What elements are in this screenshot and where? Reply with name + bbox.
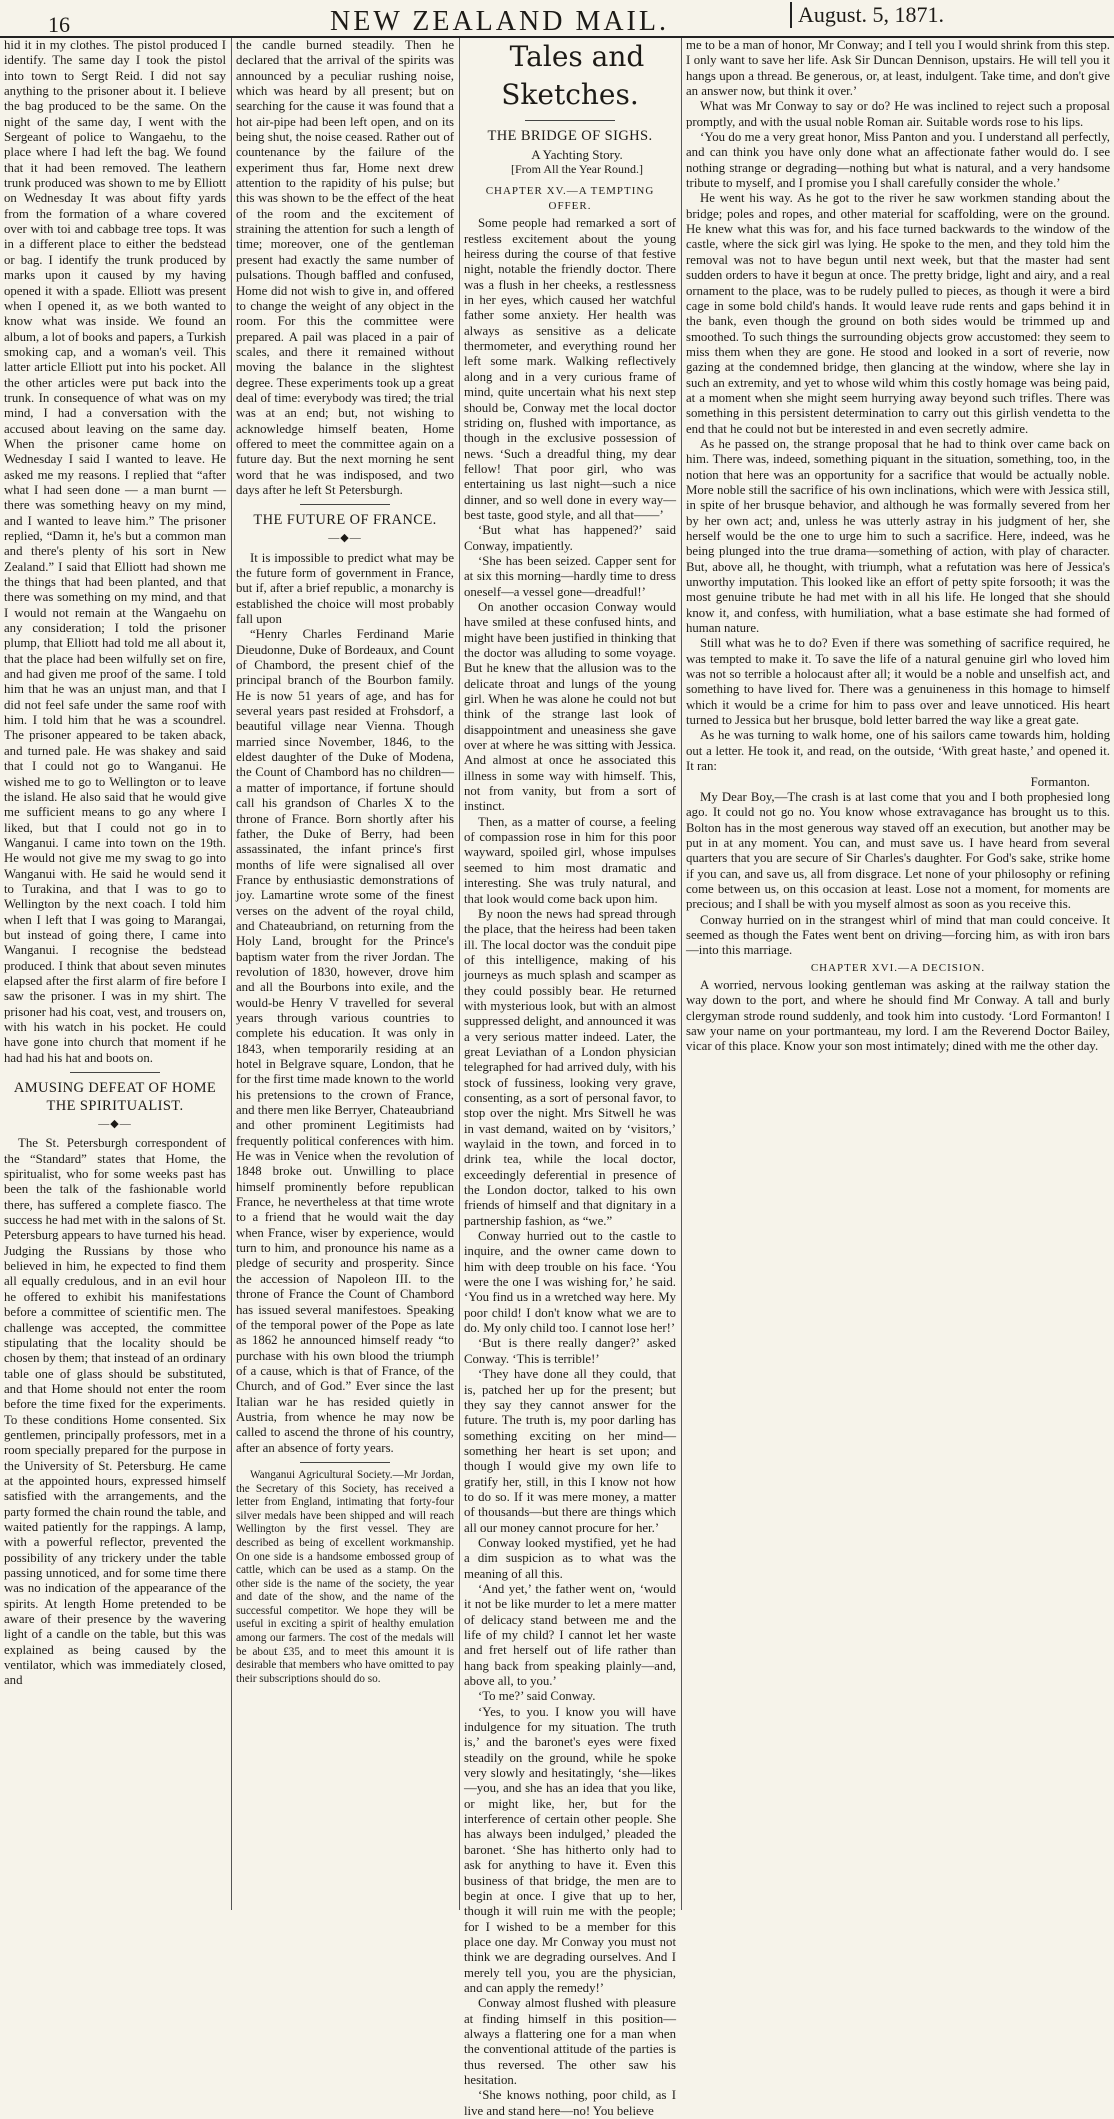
page-number: 16 <box>48 12 70 37</box>
story-paragraph: He went his way. As he got to the river he saw workmen standing about the bridge; poles and ropes, and other material for scaffolding, were on the ground. He knew what this was for, and his face turned backwards to the window of the castle, where the sick girl was lying. He spoke to the men, and they told him the removal was not to have begun until next week, but that the master had sent sudden orders to have it begun at once. The pretty bridge, light and airy, and a real ornament to the place, was to be rudely pulled to pieces, as though it were a bird cage in some bold child's hands. It would leave rude rents and gaps behind it in the bank, even though the ground on both sides would be trimmed up and smoothed. To such things the surrounding objects grow accustomed: they seem to miss them when they are gone. He stood and looked in a sort of reverie, now gazing at the condemned bridge, then glancing at the window, where she lay in such an extremity, and yet to whose wild whim this costly homage was being paid, at a moment when she might seem hurrying away beyond such trifles. There was something in this persistent determination to carry out this girlish vendetta to the end that he could not but be interested in and even secretly admire. <box>686 191 1110 436</box>
story-paragraph: By noon the news had spread through the place, that the heiress had been taken ill. The local doctor was the conduit pipe of this intelligence, making of his journeys as much splash and scamper as they could possibly bear. He returned with mysterious look, but with an almost suppressed delight, and announced it was a very serious matter indeed. Later, the great Leviathan of a London physician telegraphed for had arrived duly, with his stock of fussiness, looking very grave, consenting, as a sort of personal favor, to stop over the night. Mrs Sitwell he was in vast demand, waited on by ‘visitors,’ waylaid in the town, and forced in to drink tea, while the local doctor, exceedingly deferential in presence of the London doctor, talked to his own friends of himself and that dignitary in a partnership fashion, as “we.” <box>464 906 676 1228</box>
story-paragraph: As he passed on, the strange proposal that he had to think over came back on him. There was, indeed, something piquant in the situation, something, too, in the notion that here was an opportunity for a sacrifice that would be actually noble. More noble still the sacrifice of his own inclinations, which were with Jessica still, in spite of her brusque behavior, and although he was formally severed from her by her own act; and, unless he was utterly astray in his judgment of her, she herself would be the one to urge him to such a sacrifice. Here, indeed, was he being plunged into the true drama—something of action, with play of character. But, above all, he thought, with triumph, what a refutation was here of Jessica's unworthy imputation. This looked like an effort of petty spite forsooth; it was the most genuine tribute he had met with in all his life. He longed that she should know it, and confess, with humiliation, what a base estimate she had formed of human nature. <box>686 436 1110 636</box>
story-paragraph: Conway hurried on in the strangest whirl of mind that man could conceive. It seemed as though the Fates went bent on driving—forcing him, as with iron bars—into this marriage. <box>686 912 1110 958</box>
chapter-title: CHAPTER XV.—A TEMPTING OFFER. <box>485 184 655 213</box>
article-paragraph: hid it in my clothes. The pistol produced I identify. The same day I took the pistol into town to Sergt Reid. I did not say anything to the prisoner about it. I believe the bag produced to be the same. On the night of the same day, I went with the Sergeant of police to Wangaehu, to the place where I had left the bag. We found that it had been removed. The leathern trunk produced was shown to me by Elliott on Wednesday It was about fifty yards from the formation of a whare covered over with toi and cabbage tree tops. It was in a different place to either the bedstead or bag. I identify the trunk produced by marks upon it caused by my having opened it with a spade. Elliott was present when I opened it, as we both wanted to know what was inside. We found an album, a lot of books and papers, a Turkish smoking cap, and a woman's veil. This latter article Elliott put into his pocket. All the other articles were put back into the trunk. In consequence of what was on my mind, I had a conversation with the accused about leaving on the same day. When the prisoner came home on Wednesday I said I wanted to leave. He asked me my reasons. I replied that “after what I had seen done — a man burnt — there was something heavy on my mind, and I wanted to leave him.” The prisoner replied, “Damn it, he's but a common man and there's plenty of his sort in New Zealand.” I said that Elliott had shown me the things that had been planted, and that there was something on my mind, and that I would not remain at the Wangaehu on any consideration; I told the prisoner plump, that Elliott had told me all about it, that the place had been wilfully set on fire, and had given me proof of the same. I told him that he was an unjust man, and that I did not feel safe under the same roof with him. I told him that he was a scoundrel. The prisoner appeared to be taken aback, and turned pale. He was shakey and said that I could not go to Wanganui. He wished me to go to Wellington or to leave the island. He also said that he would give me sufficient means to go any where I liked, but that I could not go in to Wanganui. I came into town on the 19th. He would not give me my swag to go into Wanganui with. He said he would send it to Turakina, and that I was to go to Wellington by the next coach. I told him when I left that I was going to Marangai, but instead of going there, I came into Wanganui. I recognise the bedstead produced. I think that about seven minutes elapsed after the first alarm of fire before I saw the prisoner. I was in my shirt. The prisoner had his coat, vest, and trousers on, with his watch in his pocket. He could have gone into church that moment if he had had his hat and boots on. <box>4 38 226 1065</box>
article-title: AMUSING DEFEAT OF HOME THE SPIRITUALIST. <box>13 1080 217 1115</box>
story-subtitle: A Yachting Story. <box>531 147 623 162</box>
columns <box>4 38 1110 2118</box>
story-paragraph: ‘And yet,’ the father went on, ‘would it not be like murder to let a mere matter of delicacy stand between me and the life of my child? I cannot let her waste and fret herself out of life rather than hang back from speaking plainly—and, above all, to you.’ <box>464 1581 676 1689</box>
story-paragraph: ‘You do me a very great honor, Miss Panton and you. I understand all perfectly, and can think you have only done what an affectionate father would do. I see nothing strange or degrading—nothing but what is natural, and a very handsome tribute to myself, and I promise you I shall carefully consider the whole.’ <box>686 130 1110 191</box>
story-paragraph: A worried, nervous looking gentleman was asking at the railway station the way down to the port, and where he should find Mr Conway. A tall and burly clergyman strode round suddenly, and took him into custody. ‘Lord Formanton! I saw your name on your portmanteau, my lord. I am the Reverend Doctor Bailey, vicar of this place. Know your son most intimately; dined with me the other day. <box>686 977 1110 1054</box>
column-rule <box>231 38 232 1910</box>
column-4 <box>686 38 1110 1910</box>
newspaper-title: NEW ZEALAND MAIL. <box>330 6 669 37</box>
story-paragraph: ‘Yes, to you. I know you will have indulgence for my situation. The truth is,’ and the baronet's eyes were fixed steadily on the ground, while he spoke very slowly and hesitatingly, ‘she—likes—you, and she has an idea that you like, or might like, her, but for the interference of certain other people. She has always been indulged,’ pleaded the baronet. ‘She has hitherto only had to ask for anything to have it. Even this business of that bridge, the men are to begin at once. I give that up to her, though it will ruin me with the people; for I wished to be a member for this place one day. Mr Conway you must not think we are degrading ourselves. And I merely tell you, you are the physician, and can apply the remedy!’ <box>464 1704 676 1995</box>
divider <box>70 1072 160 1073</box>
story-paragraph: On another occasion Conway would have smiled at these confused hints, and might have been justified in thinking that the doctor was alluding to some voyage. But he knew that the allusion was to the delicate throat and lungs of the young girl. When he was alone he could not but think of the strange last look of disappointment and uneasiness she gave over at where he was sitting with Jessica. And almost at once he associated this illness in some way with himself. This, not from vanity, but from a sort of instinct. <box>464 599 676 814</box>
news-item: Wanganui Agricultural Society.—Mr Jordan, the Secretary of this Society, has received a letter from England, intimating that forty-four silver medals have been shipped and will reach Wellington by the first vessel. They are described as being of excellent workmanship. On one side is a handsome embossed group of cattle, which can be used as a stamp. On the other side is the name of the society, the year and date of the show, and the name of the successful competitor. We hope they will be useful in exciting a spirit of healthy emulation among our farmers. The cost of the medals will be about £35, and to meet this amount it is desirable that members who have omitted to pay their subscriptions should do so. <box>236 1468 454 1685</box>
story-paragraph: Still what was he to do? Even if there was something of sacrifice required, he was tempted to make it. To save the life of a natural genuine girl who loved him was not so terrible a holocaust after all; it would be a noble and unselfish act, and something to have lived for. There was a genuineness in this homage to himself which it would be a crime for him to pass over and leave unnoticed. His heart turned to Jessica but her brusque, bold letter barred the way like a great gate. <box>686 636 1110 728</box>
column-rule <box>681 38 682 1910</box>
article-paragraph: “Henry Charles Ferdinand Marie Dieudonne, Duke of Bordeaux, and Count of Chambord, the present chief of the principal branch of the Bourbon family. He is now 51 years of age, and has for several years past resided at Frohsdorf, a beautiful village near Vienna. Though married since November, 1846, to the eldest daughter of the Duke of Modena, the Count of Chambord has no children—a matter of importance, if fortune should call his grandson of Charles X to the throne of France. Born shortly after his father, the Duke of Berry, had been assassinated, the infant prince's first months of life were signalised all over France by enthusiastic demonstrations of joy. Lamartine wrote some of the finest verses on the advent of the royal child, and Chateaubriand, on returning from the Holy Land, brought for the Prince's baptism water from the river Jordan. The revolution of 1830, however, drove him and all the Bourbons into exile, and the would-be Henry V travelled for several years through various countries to complete his education. It was only in 1843, when temporarily residing at an hotel in Belgrave square, London, that he for the first time made known to the world his pretensions to the crown of France, and there men like Berryer, Chateaubriand and other prominent Legitimists had frequently political conferences with him. He was in Venice when the revolution of 1848 broke out. Unwilling to place himself prominently before republican France, he nevertheless at that time wrote to a friend that he would wait the day when France, wiser by experience, would turn to him, and pronounce his name as a pledge of security and prosperity. Since the accession of Napoleon III. to the throne of France the Count of Chambord has issued several manifestoes. Speaking of the temporal power of the Pope as late as 1862 he announced himself ready “to purchase with his own blood the triumph of a cause, which is that of France, of the Church, and of God.” Ever since the last Italian war he has resided quietly in Austria, from whence he may now be called to ascend the throne of his country, after an absence of forty years. <box>236 627 454 1455</box>
letter-place: Formanton. <box>1030 774 1090 789</box>
story-paragraph: Conway almost flushed with pleasure at finding himself in this position—always a flattering one for a man when the conventional attitude of the parties is thus reversed. The other saw his hesitation. <box>464 1996 676 2087</box>
ornament-divider: —◆— <box>98 1118 132 1131</box>
story-title: THE BRIDGE OF SIGHS. <box>487 128 653 144</box>
story-paragraph: ‘She knows nothing, poor child, as I live and stand here—no! You believe <box>464 2088 676 2118</box>
column-3 <box>464 38 676 2118</box>
article-paragraph: the candle burned steadily. Then he declared that the arrival of the spirits was announced by a peculiar rushing noise, which was heard by all present; but on searching for the cause it was found that a hot air-pipe had been left open, and on its being shut, the noise ceased. Rather out of countenance by the failure of the experiment thus far, Home next drew attention to the rapidity of his pulse; but this was shown to be the effect of the heat of the room and the excitement of straining the attention for such a length of time; moreover, one of the gentleman present had exactly the same number of pulsations. Though baffled and confused, Home did not wish to give in, and offered to change the weight of any object in the room. For this the committee were prepared. A pail was placed in a pair of scales, and there it remained without moving the balance in the slightest degree. These experiments took up a great deal of time: everybody was tired; the trial was at an end; but, not wishing to acknowledge himself beaten, Home offered to meet the committee again on a future day. But the next morning he sent word that he was indisposed, and two days after he left St Petersburgh. <box>236 38 454 497</box>
column-2 <box>236 38 454 1910</box>
story-paragraph: As he was turning to walk home, one of his sailors came towards him, holding out a letter. He took it, and read, on the outside, ‘With great haste,’ and opened it. It ran: <box>686 728 1110 774</box>
article-paragraph: It is impossible to predict what may be the future form of government in France, but if, after a brief republic, a monarchy is established the choice will most probably fall upon <box>236 550 454 627</box>
story-paragraph: ‘But what has happened?’ said Conway, impatiently. <box>464 523 676 553</box>
divider <box>525 120 615 121</box>
masthead <box>0 0 1114 38</box>
story-paragraph: What was Mr Conway to say or do? He was inclined to reject such a proposal promptly, and with the usual noble Roman air. Suitable words rose to his lips. <box>686 99 1110 129</box>
article-title: THE FUTURE OF FRANCE. <box>253 512 437 529</box>
story-paragraph: ‘She has been seized. Capper sent for at six this morning—hardly time to dress oneself—a vessel gone—dreadful!’ <box>464 553 676 599</box>
story-credit: [From All the Year Round.] <box>511 162 643 177</box>
story-paragraph: ‘But is there really danger?’ asked Conway. ‘This is terrible!’ <box>464 1336 676 1366</box>
story-paragraph: ‘They have done all they could, that is, patched her up for the present; but they say they cannot answer for the future. The truth is, my poor darling has something exciting on her mind—something her heart is set upon; and though I would give my own life to gratify her, still, in this I know not how to do so. If it was mere money, a matter of thousands—but there are things which all our money cannot procure for her.’ <box>464 1367 676 1535</box>
article-paragraph: The St. Petersburgh correspondent of the “Standard” states that Home, the spiritualist, who for some weeks past has been the talk of the fashionable world there, has suffered a complete fiasco. The success he had met with in the salons of St. Petersburg appears to have turned his head. Judging the Russians by those who believed in him, he expected to find them all equally credulous, and in an evil hour he offered to exhibit his manifestations before a committee of scientific men. The challenge was accepted, the committee stipulating that the locality should be chosen by them; that instead of an ordinary table one of glass should be substituted, and that Home should not enter the room before the time fixed for the experiments. To these conditions Home consented. Six gentlemen, principally professors, met in a room specially prepared for the purpose in the University of St. Petersburg. He came at the appointed hours, expressed himself satisfied with the arrangements, and the party formed the chain round the table, and waited patiently for the rappings. A lamp, with a powerful reflector, prevented the possibility of any trickery under the table passing unnoticed, and for some time there was no indication of the appearance of the spirits. At length Home pretended to be aware of their presence by the wavering light of a candle on the table, but this was explained as being caused by the ventilator, which was immediately closed, and <box>4 1136 226 1688</box>
issue-date: August. 5, 1871. <box>790 2 944 28</box>
story-paragraph: Conway hurried out to the castle to inquire, and the owner came down to him with deep trouble on his face. ‘You were the one I was wishing for,’ he said. ‘You find us in a wretched way here. My poor child! I don't know what we are to do. My only child too. I cannot lose her!’ <box>464 1229 676 1336</box>
section-title: Tales and Sketches. <box>501 40 645 111</box>
story-paragraph: ‘To me?’ said Conway. <box>478 1689 596 1704</box>
ornament-divider: —◆— <box>328 532 362 545</box>
divider <box>300 1462 390 1463</box>
story-paragraph: Then, as a matter of course, a feeling of compassion rose in him for this poor wayward, spoiled girl, whose impulses seemed to him most dramatic and interesting. She was truly natural, and that look would come back upon him. <box>464 814 676 906</box>
column-1 <box>4 38 226 1910</box>
chapter-title: CHAPTER XVI.—A DECISION. <box>810 961 986 974</box>
story-paragraph: Conway looked mystified, yet he had a dim suspicion as to what was the meaning of all this. <box>464 1535 676 1581</box>
story-paragraph: me to be a man of honor, Mr Conway; and I tell you I would shrink from this step. I only want to save her life. Ask Sir Duncan Dennison, upstairs. He will tell you it hangs upon a thread. Be generous, or, at least, indulgent. Take time, and don't give an answer now, but think it over.’ <box>686 38 1110 99</box>
divider <box>300 504 390 505</box>
column-rule <box>459 38 460 1910</box>
letter-paragraph: My Dear Boy,—The crash is at last come that you and I both prophesied long ago. It could not go no. You know whose extravagance has brought us to this. Bolton has in the most generous way staved off an execution, but another may be put in at any moment. You can, and must save us. I have heard from several quarters that you are secure of Sir Charles's daughter. For God's sake, strike home if you can, and save us, all from disgrace. Let none of your philosophy or refining come between us, on this occasion at least. Lose not a moment, for moments are precious; and I shall be with you myself almost as soon as you receive this. <box>686 789 1110 912</box>
story-paragraph: Some people had remarked a sort of restless excitement about the young heiress during the course of that festive night, notable the friendly doctor. There was a flush in her cheeks, a restlessness in her eyes, which caused her watchful father some anxiety. Her health was always as sensitive as a delicate thermometer, and everything round her left some mark. Walking reflectively along and in a very curious frame of mind, quite uncertain what his next step should be, Conway met the local doctor striding on, flushed with importance, as though in the exclusive possession of news. ‘Such a dreadful thing, my dear fellow! That poor girl, who was entertaining us last night—such a nice dinner, and so well done in every way—best taste, good style, and all that——’ <box>464 216 676 522</box>
